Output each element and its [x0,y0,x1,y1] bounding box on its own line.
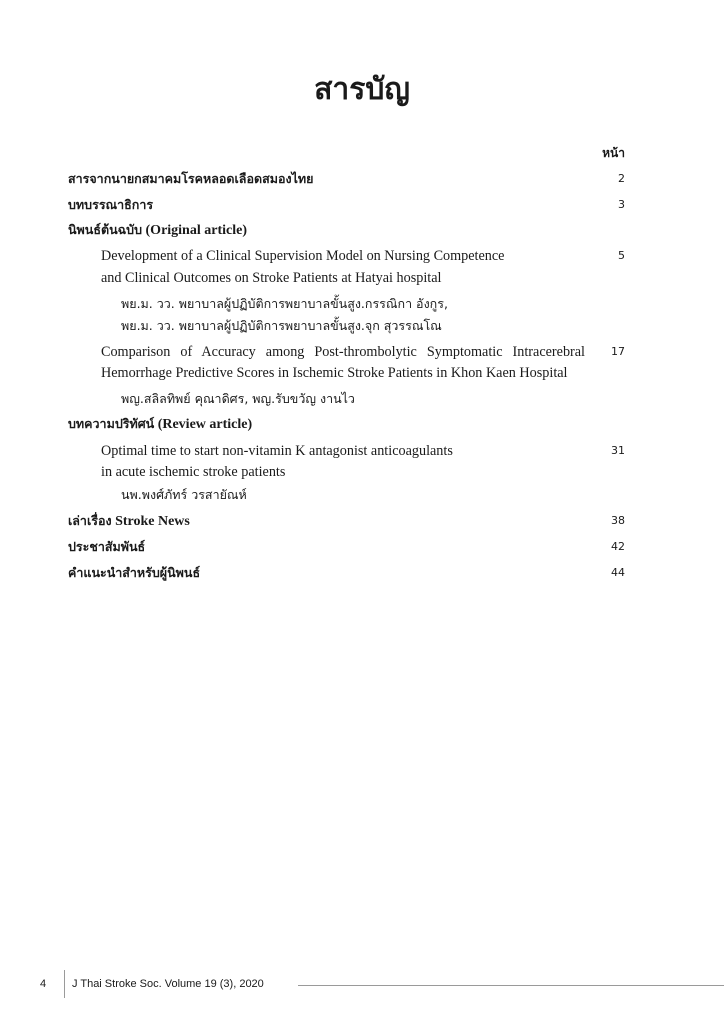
footer-journal-citation: J Thai Stroke Soc. Volume 19 (3), 2020 [72,978,264,990]
article-title-line: Hemorrhage Predictive Scores in Ischemic Stroke Patients in Khon Kaen Hospital [101,365,568,381]
page-title: สารบัญ [314,72,410,107]
toc-page-number: 38 [611,514,625,527]
article-1-author-1 [0,293,724,315]
author-line: พญ.สลิลทิพย์ คุณาดิศร, พญ.รับขวัญ งานไว [121,391,355,406]
toc-page-number: 3 [618,198,625,211]
toc-entry-label: ประชาสัมพันธ์ [68,539,146,554]
page-column-header: หน้า [602,146,625,160]
toc-entry-article-2-continued [0,362,724,384]
toc-page-number: 31 [611,444,625,457]
toc-entry-article-3-continued [0,461,724,483]
toc-entry-announcements[interactable] [0,536,724,558]
toc-entry-article-1-continued [0,267,724,289]
article-1-author-2 [0,315,724,337]
footer-divider [64,970,65,998]
section-heading-english: (Review article) [157,417,253,432]
page-footer [0,970,724,1000]
toc-entry-label: คำแนะนำสำหรับผู้นิพนธ์ [68,565,201,580]
toc-entry-stroke-news[interactable] [0,510,724,532]
toc-entry-label [68,510,190,533]
toc-section-review [0,413,724,435]
toc-page-number: 2 [618,172,625,185]
footer-rule [298,985,724,986]
section-heading-thai: นิพนธ์ต้นฉบับ [68,222,143,237]
toc-entry-label: บทบรรณาธิการ [68,197,154,212]
toc-entry-president-message[interactable] [0,168,724,190]
section-heading [68,413,252,436]
article-title-line: in acute ischemic stroke patients [101,464,286,480]
toc-entry-article-1[interactable] [0,245,724,267]
toc-entry-article-2[interactable] [0,341,724,363]
section-heading-english: (Original article) [145,223,247,238]
toc-page-number: 17 [611,345,625,358]
section-heading-thai: บทความปริทัศน์ [68,416,155,431]
author-line: นพ.พงศ์ภัทร์ วรสายัณห์ [121,487,247,502]
toc-section-original [0,219,724,241]
stroke-news-thai: เล่าเรื่อง [68,513,112,528]
article-2-author-1 [0,388,724,410]
article-title-line: Optimal time to start non-vitamin K antagonist anticoagulants [101,443,453,459]
toc-page-number: 5 [618,249,625,262]
toc-entry-article-3[interactable] [0,440,724,462]
article-title-line: Comparison of Accuracy among Post-thrombolytic Symptomatic Intracerebral [101,344,585,360]
toc-entry-author-guidelines[interactable] [0,562,724,584]
article-title-line: and Clinical Outcomes on Stroke Patients at Hatyai hospital [101,270,442,286]
toc-page-number: 44 [611,566,625,579]
toc-entry-editorial[interactable] [0,194,724,216]
author-line: พย.ม. วว. พยาบาลผู้ปฏิบัติการพยาบาลขั้นสูง.จุก สุวรรณโณ [121,318,442,333]
author-line: พย.ม. วว. พยาบาลผู้ปฏิบัติการพยาบาลขั้นสูง.กรรณิกา อังกูร, [121,296,448,311]
toc-entry-label: สารจากนายกสมาคมโรคหลอดเลือดสมองไทย [68,171,314,186]
toc-page-number: 42 [611,540,625,553]
stroke-news-english: Stroke News [115,514,190,529]
footer-page-number: 4 [40,978,47,990]
article-3-author-1 [0,484,724,506]
article-title-line: Development of a Clinical Supervision Model on Nursing Competence [101,248,505,264]
section-heading [68,219,247,242]
